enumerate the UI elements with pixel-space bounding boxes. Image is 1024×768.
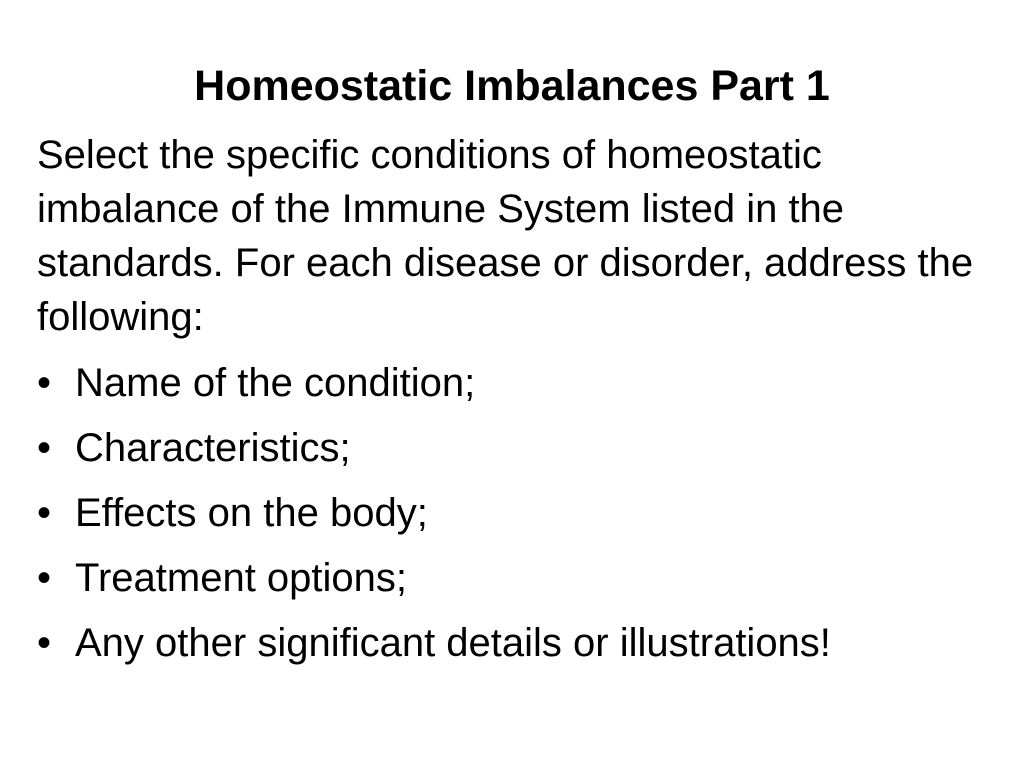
bullet-text: Any other significant details or illustrations! [75,621,831,665]
bullet-item [37,551,997,605]
slide-title: Homeostatic Imbalances Part 1 [194,62,830,110]
bullet-text: Characteristics; [75,426,351,470]
bullet-icon: • [37,621,52,665]
bullet-item [37,616,997,670]
bullet-icon: • [37,361,52,405]
bullet-icon: • [37,491,52,535]
bullet-item [37,421,997,475]
bullet-text: Treatment options; [75,556,408,600]
bullet-text: Effects on the body; [75,491,428,535]
intro-paragraph: Select the specific conditions of homeostatic imbalance of the Immune System listed in the standards. For each disease or disorder, address the following: [37,133,974,339]
bullet-icon: • [37,556,52,600]
bullet-item [37,486,997,540]
bullet-item [37,356,997,410]
bullet-list [37,356,997,681]
bullet-text: Name of the condition; [75,361,476,405]
bullet-icon: • [37,426,52,470]
